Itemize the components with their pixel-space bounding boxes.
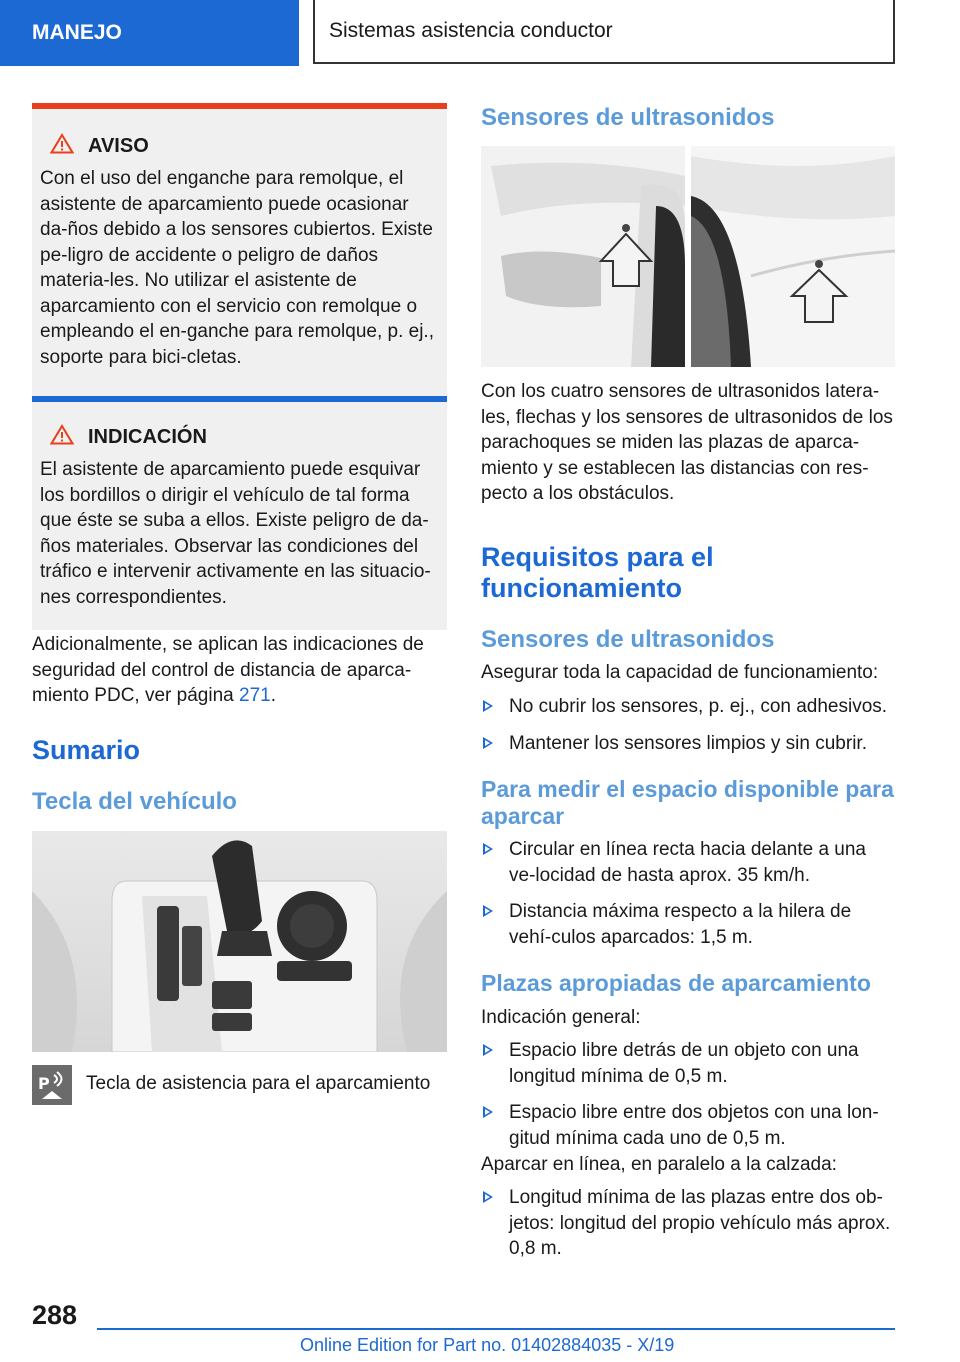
page-link[interactable]: 271 (239, 685, 271, 706)
sensores-paragraph: Con los cuatro sensores de ultrasonidos latera-les, flechas y los sensores de ultrasonidos de los parachoques se miden las plazas de aparca-miento y se establecen las distancias con res-pecto a los obstáculos. (481, 381, 893, 504)
heading-sensores: Sensores de ultrasonidos (481, 104, 775, 131)
bullet-triangle-icon (483, 843, 493, 855)
bullet-triangle-icon (483, 905, 493, 917)
footer-rule (97, 1328, 895, 1330)
additional-text-end: . (270, 685, 276, 706)
additional-text: Adicionalmente, se aplican las indicaciones de seguridad del control de distancia de aparca-miento PDC, ver página (32, 634, 424, 706)
indicacion-general: Indicación general: (481, 1007, 641, 1028)
footer-edition: Online Edition for Part no. 01402884035 - X/19 (300, 1335, 675, 1355)
heading-requisitos: Requisitos para el funcionamiento (481, 542, 714, 603)
notice-box (32, 396, 447, 630)
aparcar-list (481, 1185, 895, 1273)
notice-title: INDICACIÓN (88, 426, 207, 448)
warning-text: Con el uso del enganche para remolque, el asistente de aparcamiento puede ocasionar da-ños debido a los sensores cubiertos. Existe pe-ligro de accidente o peligro de daños materia-les. No utilizar el asistente de aparcamiento con el servicio con remolque o empleando el en-ganche para remolque, p. ej., soporte para bici-cletas. (40, 168, 434, 368)
notice-text: El asistente de aparcamiento puede esquivar los bordillos o dirigir el vehículo de tal forma que éste se suba a ellos. Existe peligro de da-ños materiales. Observar las condiciones del tráfico e intervenir activamente en las situacio-nes correspondientes. (40, 459, 431, 608)
bullet-triangle-icon (483, 1106, 493, 1118)
warning-title-row (40, 133, 439, 160)
notice-title-row (40, 424, 439, 451)
heading-medir: Para medir el espacio disponible para aparcar (481, 776, 894, 829)
list-item: No cubrir los sensores, p. ej., con adhesivos. (481, 694, 895, 720)
warning-triangle-icon (50, 133, 74, 160)
heading-plazas: Plazas apropiadas de aparcamiento (481, 970, 871, 996)
chapter-tab: MANEJO (0, 0, 299, 66)
warning-box-body (32, 109, 447, 408)
center-console-image (32, 831, 447, 1052)
additional-paragraph (32, 632, 447, 709)
list-item: Mantener los sensores limpios y sin cubrir. (481, 731, 895, 757)
bullet-triangle-icon (483, 1044, 493, 1056)
heading-tecla-vehiculo: Tecla del vehículo (32, 788, 237, 815)
notice-box-body (32, 402, 447, 630)
list-item: Distancia máxima respecto a la hilera de vehí-culos aparcados: 1,5 m. (481, 899, 895, 950)
warning-title: AVISO (88, 135, 149, 157)
parking-assist-button-icon (32, 1065, 72, 1105)
medir-list (481, 837, 895, 961)
asegurar-list (481, 694, 895, 767)
list-item: Espacio libre entre dos objetos con una lon-gitud mínima cada uno de 0,5 m. (481, 1100, 895, 1151)
bullet-triangle-icon (483, 1191, 493, 1203)
notice-triangle-icon (50, 424, 74, 451)
aparcar-text: Aparcar en línea, en paralelo a la calzada: (481, 1154, 837, 1175)
heading-sensores-2: Sensores de ultrasonidos (481, 626, 775, 653)
bullet-triangle-icon (483, 737, 493, 749)
section-title: Sistemas asistencia conductor (313, 0, 895, 64)
button-caption: Tecla de asistencia para el aparcamiento (86, 1073, 431, 1094)
bullet-triangle-icon (483, 700, 493, 712)
list-item: Espacio libre detrás de un objeto con una longitud mínima de 0,5 m. (481, 1038, 895, 1089)
heading-sumario: Sumario (32, 735, 141, 765)
list-item: Circular en línea recta hacia delante a una ve-locidad de hasta aprox. 35 km/h. (481, 837, 895, 888)
list-item: Longitud mínima de las plazas entre dos ob-jetos: longitud del propio vehículo más aprox. 0,8 m. (481, 1185, 895, 1262)
ultrasonic-sensors-image (481, 146, 895, 367)
asegurar-text: Asegurar toda la capacidad de funcionamiento: (481, 662, 879, 683)
plazas-list (481, 1038, 895, 1162)
page-number: 288 (32, 1300, 78, 1330)
warning-box (32, 103, 447, 408)
svg-text:P: P (38, 1074, 50, 1093)
